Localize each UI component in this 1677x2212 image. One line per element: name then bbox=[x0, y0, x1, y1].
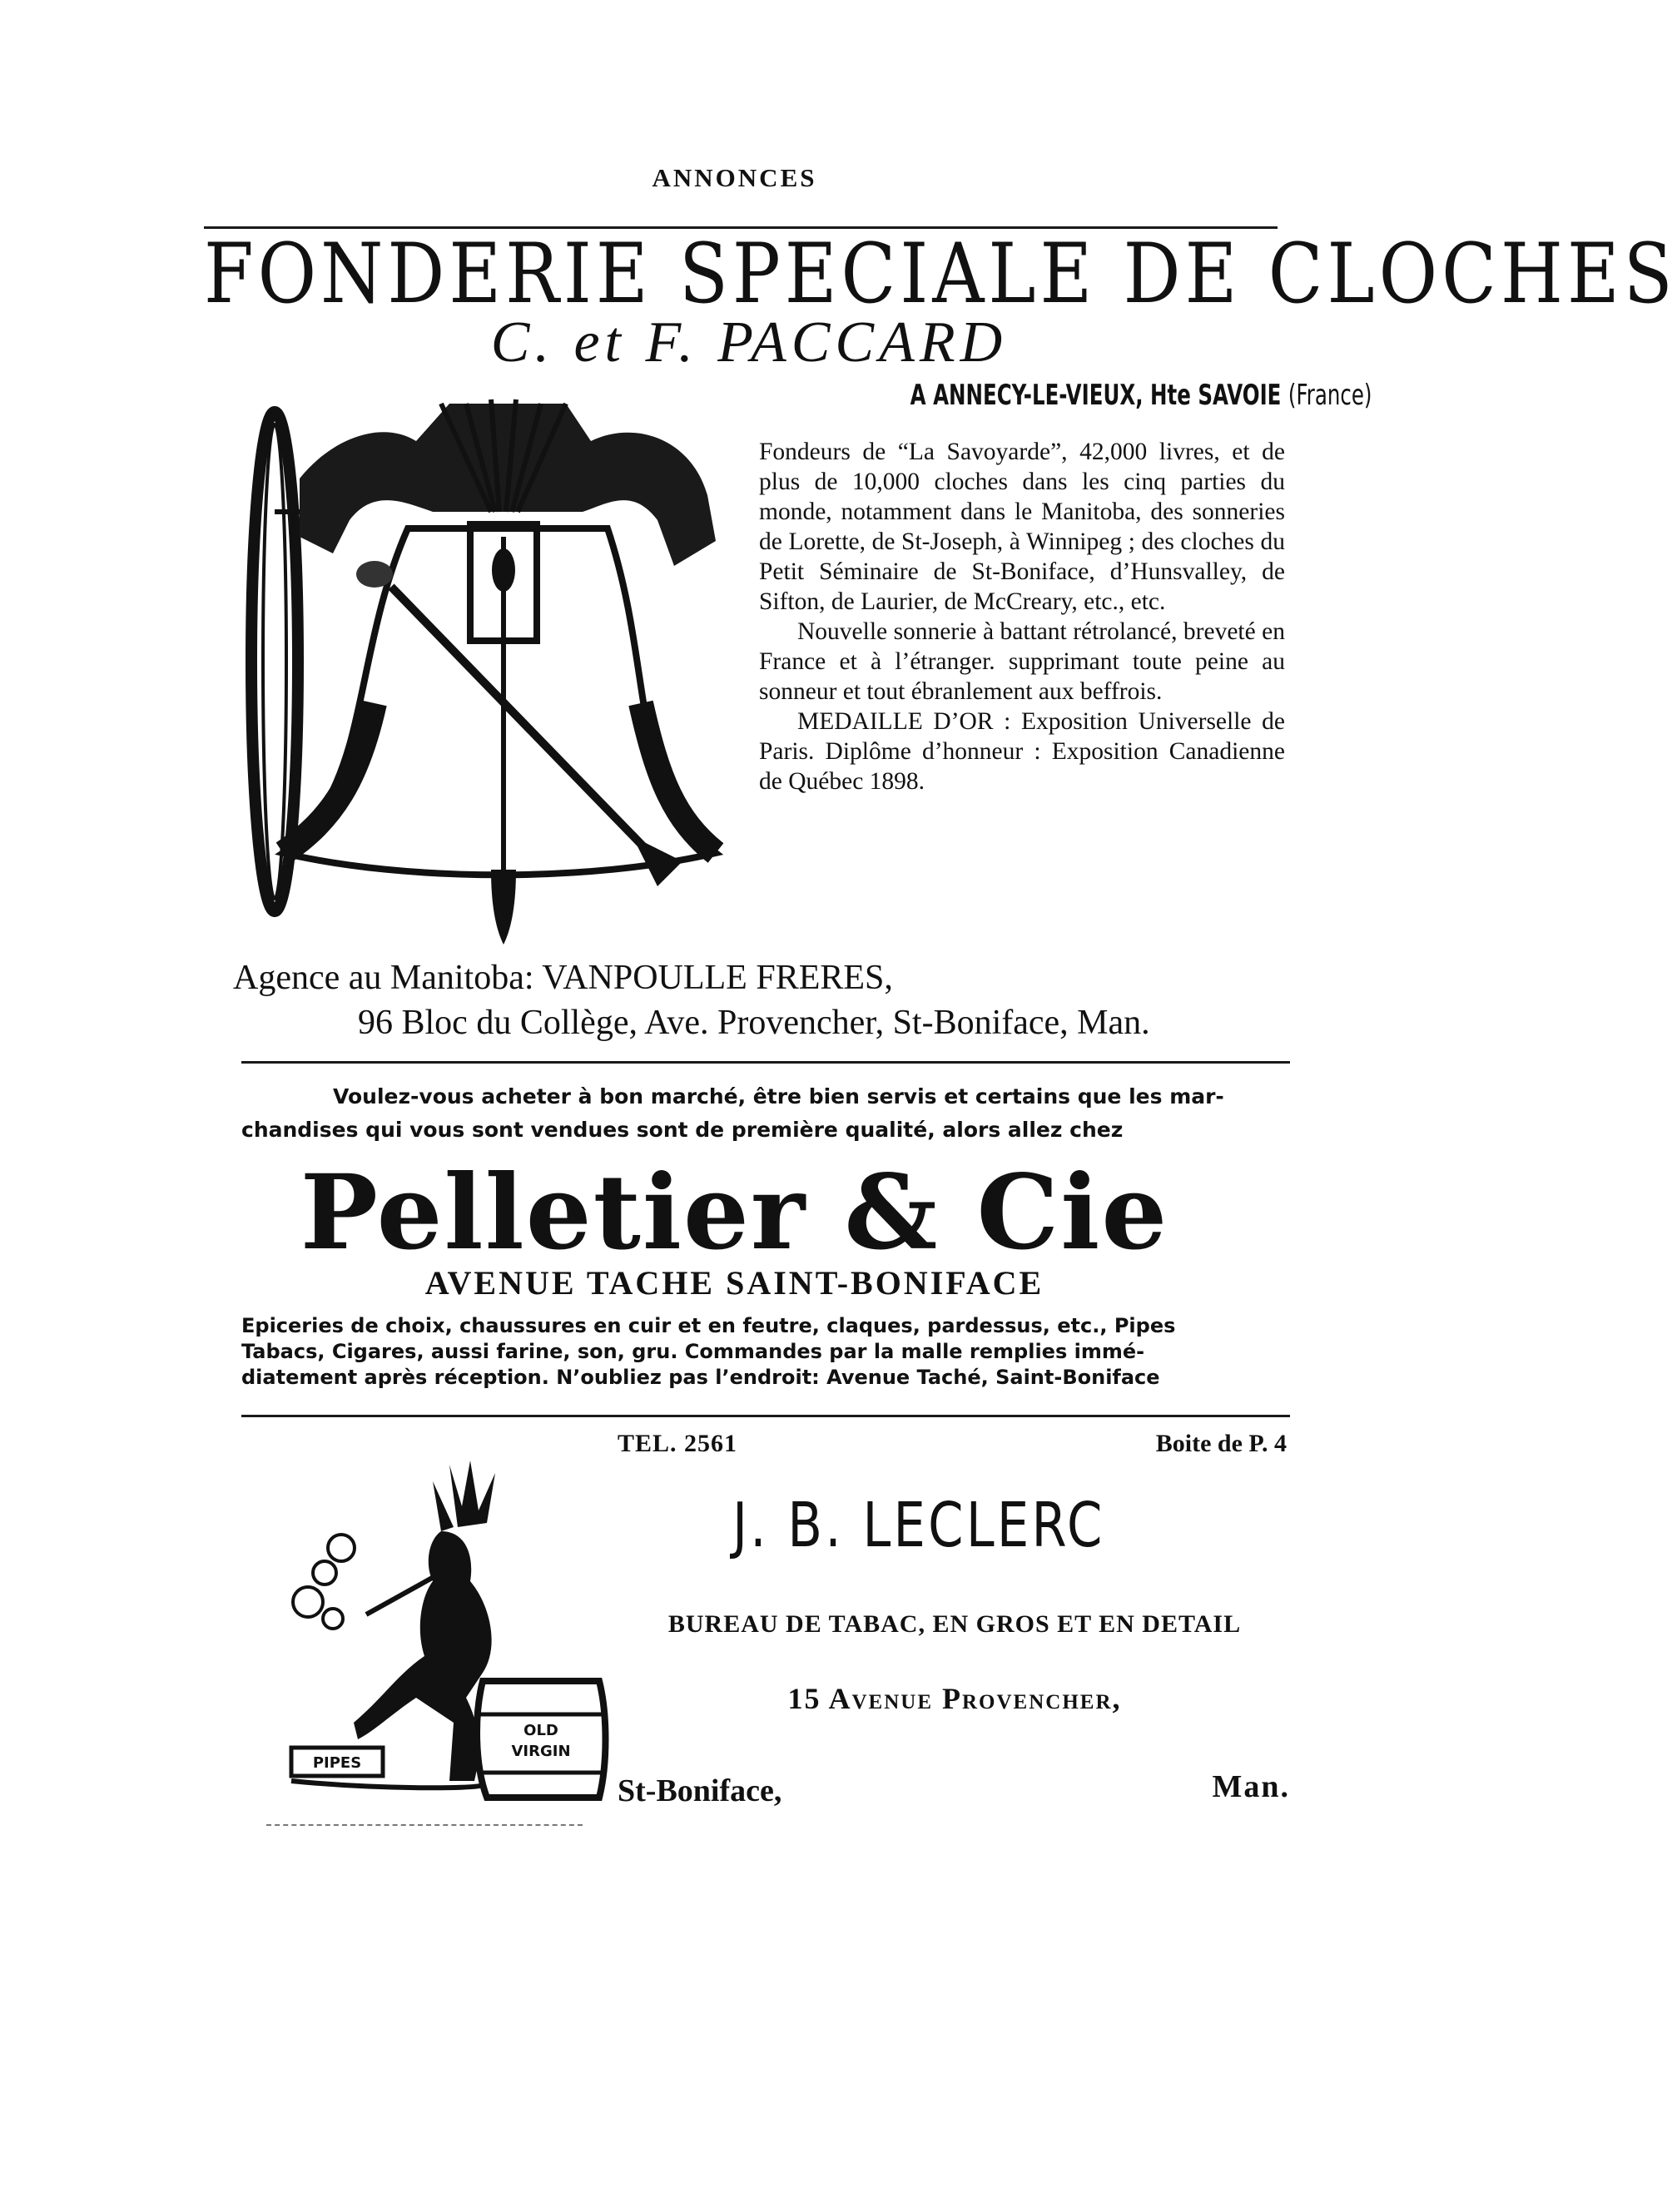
pelletier-intro-line: Voulez-vous acheter à bon marché, être bien servis et certains que les mar- bbox=[333, 1084, 1224, 1108]
leclerc-name: J. B. LECLERC bbox=[732, 1490, 1105, 1561]
pelletier-intro-line: chandises qui vous sont vendues sont de première qualité, alors allez chez bbox=[241, 1118, 1124, 1142]
agency-address: 96 Bloc du Collège, Ave. Provencher, St-Boniface, Man. bbox=[358, 1004, 1150, 1042]
pipes-box bbox=[291, 1748, 383, 1776]
separator-rule bbox=[241, 1415, 1290, 1417]
paccard-paragraph: MEDAILLE D’OR : Exposition Universelle de Paris. Diplôme d’honneur : Exposition Canadienne de Québec 1898. bbox=[759, 708, 1285, 795]
pelletier-name: Pelletier & Cie bbox=[300, 1153, 1169, 1273]
paccard-location-country: (France) bbox=[1288, 379, 1372, 412]
pelletier-body-line: Tabacs, Cigares, aussi farine, son, gru. Commandes par la malle remplies immé- bbox=[241, 1340, 1145, 1363]
bottom-dashed-rule bbox=[266, 1824, 583, 1826]
smoke-puffs bbox=[293, 1535, 355, 1629]
leclerc-address: 15 Avenue Provencher, bbox=[787, 1682, 1122, 1715]
pipes-label: PIPES bbox=[312, 1754, 362, 1772]
paccard-title: FONDERIE SPECIALE DE CLOCHES bbox=[204, 226, 1677, 322]
agency-line: Agence au Manitoba: VANPOULLE FRERES, bbox=[233, 959, 893, 997]
bell-illustration bbox=[241, 387, 757, 953]
pelletier-intro bbox=[241, 1080, 1290, 1147]
pelletier-address: AVENUE TACHE SAINT-BONIFACE bbox=[424, 1264, 1044, 1302]
paccard-agency bbox=[233, 955, 1307, 1045]
headdress bbox=[433, 1461, 495, 1531]
page-header: ANNONCES bbox=[652, 163, 817, 192]
pelletier-body-line: diatement après réception. N’oubliez pas l’endroit: Avenue Taché, Saint-Boniface bbox=[241, 1366, 1160, 1389]
leclerc-province: Man. bbox=[1212, 1769, 1290, 1804]
pelletier-description bbox=[241, 1313, 1297, 1391]
separator-rule bbox=[241, 1061, 1290, 1064]
barrel-label: VIRGIN bbox=[511, 1743, 571, 1760]
tobacco-smoker-illustration bbox=[275, 1448, 608, 1806]
leclerc-city: St-Boniface, bbox=[618, 1773, 782, 1808]
leclerc-description: BUREAU DE TABAC, EN GROS ET EN DETAIL bbox=[667, 1610, 1242, 1638]
paccard-subtitle: C. et F. PACCARD bbox=[490, 310, 1008, 374]
leclerc-postbox: Boite de P. 4 bbox=[1155, 1430, 1287, 1457]
paccard-paragraph: Fondeurs de “La Savoyarde”, 42,000 livres, et de plus de 10,000 cloches dans les cinq parties du monde, notamment dans le Manitoba, des sonneries de Lorette, de St-Joseph, à Winnipeg ; des cloches du Petit Séminaire de St-Boniface, d’Hunsvalley, de Sifton, de Laurier, de McCreary, etc., etc. bbox=[759, 439, 1285, 615]
paccard-location bbox=[910, 379, 1372, 412]
paccard-location-town: A ANNECY-LE-VIEUX, Hte SAVOIE bbox=[910, 379, 1282, 412]
tobacco-barrel bbox=[477, 1681, 606, 1798]
barrel-label: OLD bbox=[523, 1722, 558, 1739]
paccard-paragraph: Nouvelle sonnerie à battant rétrolancé, breveté en France et à l’étranger. supprimant toute peine au sonneur et tout ébranlement aux beffrois. bbox=[759, 618, 1285, 705]
paccard-description bbox=[759, 437, 1285, 796]
seated-figure bbox=[354, 1531, 492, 1781]
leclerc-telephone: TEL. 2561 bbox=[618, 1430, 738, 1457]
pelletier-body-line: Epiceries de choix, chaussures en cuir et en feutre, claques, pardessus, etc., Pipes bbox=[241, 1314, 1176, 1337]
